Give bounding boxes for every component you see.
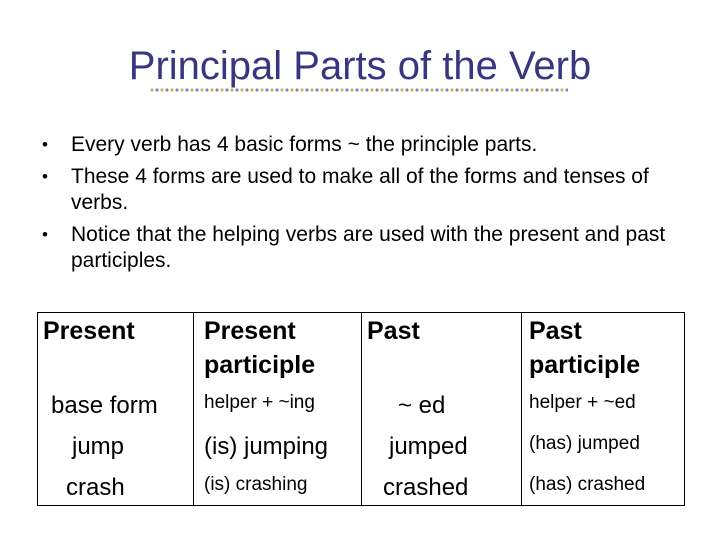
divider-dot xyxy=(150,88,153,91)
divider-dot xyxy=(495,88,498,91)
divider-dot xyxy=(160,88,163,91)
table-cell: base form xyxy=(51,392,158,419)
header-present-participle-line1: Present xyxy=(204,317,296,345)
divider-dot xyxy=(265,88,268,91)
divider-dot xyxy=(415,88,418,91)
divider-dot xyxy=(350,88,353,91)
divider-dot xyxy=(240,88,243,91)
divider-dot xyxy=(305,88,308,91)
divider-dot xyxy=(430,88,433,91)
bullet-icon: • xyxy=(42,225,48,244)
divider-dot xyxy=(385,88,388,91)
divider-dot xyxy=(510,88,513,91)
divider-dot xyxy=(230,88,233,91)
bullet-list xyxy=(40,132,680,280)
bullet-item xyxy=(40,222,680,274)
column-divider xyxy=(193,312,194,506)
divider-dot xyxy=(310,88,313,91)
divider-dot xyxy=(380,88,383,91)
divider-dot xyxy=(470,88,473,91)
divider-dot xyxy=(340,88,343,91)
divider-dot xyxy=(370,88,373,91)
table-cell: helper + ~ed xyxy=(529,392,636,413)
divider-dot xyxy=(210,88,213,91)
divider-dot xyxy=(395,88,398,91)
divider-dot xyxy=(290,88,293,91)
divider-dot xyxy=(365,88,368,91)
table-cell: (has) crashed xyxy=(529,474,646,495)
divider-dot xyxy=(465,88,468,91)
divider-dot xyxy=(390,88,393,91)
divider-dot xyxy=(540,88,543,91)
dotted-divider xyxy=(150,87,568,93)
table-cell: jump xyxy=(72,433,125,460)
divider-dot xyxy=(515,88,518,91)
slide-title: Principal Parts of the Verb xyxy=(128,44,592,88)
divider-dot xyxy=(475,88,478,91)
divider-dot xyxy=(285,88,288,91)
divider-dot xyxy=(320,88,323,91)
divider-dot xyxy=(330,88,333,91)
divider-dot xyxy=(190,88,193,91)
divider-dot xyxy=(440,88,443,91)
table-cell: crash xyxy=(66,474,125,501)
divider-dot xyxy=(555,88,558,91)
header-past: Past xyxy=(367,317,420,345)
divider-dot xyxy=(275,88,278,91)
divider-dot xyxy=(185,88,188,91)
divider-dot xyxy=(260,88,263,91)
header-present-participle xyxy=(204,314,315,382)
divider-dot xyxy=(375,88,378,91)
bullet-text: Notice that the helping verbs are used with the present and past participles. xyxy=(71,223,666,272)
divider-dot xyxy=(300,88,303,91)
table-cell: (is) crashing xyxy=(204,474,308,495)
divider-dot xyxy=(525,88,528,91)
divider-dot xyxy=(295,88,298,91)
divider-dot xyxy=(180,88,183,91)
divider-dot xyxy=(520,88,523,91)
divider-dot xyxy=(410,88,413,91)
divider-dot xyxy=(255,88,258,91)
divider-dot xyxy=(485,88,488,91)
divider-dot xyxy=(560,88,563,91)
divider-dot xyxy=(165,88,168,91)
bullet-item xyxy=(40,164,680,216)
divider-dot xyxy=(450,88,453,91)
divider-dot xyxy=(480,88,483,91)
divider-dot xyxy=(220,88,223,91)
divider-dot xyxy=(205,88,208,91)
divider-dot xyxy=(280,88,283,91)
table-cell: crashed xyxy=(383,474,469,501)
divider-dot xyxy=(235,88,238,91)
divider-dot xyxy=(530,88,533,91)
principal-parts-table xyxy=(37,312,685,506)
divider-dot xyxy=(215,88,218,91)
divider-dot xyxy=(245,88,248,91)
divider-dot xyxy=(565,88,568,91)
divider-dot xyxy=(360,88,363,91)
table-cell: helper + ~ing xyxy=(204,392,315,413)
divider-dot xyxy=(545,88,548,91)
divider-dot xyxy=(170,88,173,91)
divider-dot xyxy=(325,88,328,91)
divider-dot xyxy=(195,88,198,91)
divider-dot xyxy=(490,88,493,91)
divider-dot xyxy=(250,88,253,91)
divider-dot xyxy=(420,88,423,91)
table-cell: (has) jumped xyxy=(529,433,640,454)
header-present-participle-line2: participle xyxy=(204,351,316,379)
divider-dot xyxy=(455,88,458,91)
divider-dot xyxy=(335,88,338,91)
bullet-icon: • xyxy=(42,135,48,154)
divider-dot xyxy=(355,88,358,91)
table-cell: ~ ed xyxy=(398,392,446,419)
header-past-participle-line1: Past xyxy=(529,317,582,345)
bullet-item xyxy=(40,132,680,158)
divider-dot xyxy=(315,88,318,91)
divider-dot xyxy=(270,88,273,91)
divider-dot xyxy=(345,88,348,91)
divider-dot xyxy=(425,88,428,91)
divider-dot xyxy=(505,88,508,91)
bullet-text: These 4 forms are used to make all of the forms and tenses of verbs. xyxy=(71,165,649,214)
table-cell: jumped xyxy=(389,433,468,460)
divider-dot xyxy=(460,88,463,91)
divider-dot xyxy=(400,88,403,91)
divider-dot xyxy=(175,88,178,91)
divider-dot xyxy=(155,88,158,91)
divider-dot xyxy=(535,88,538,91)
header-past-participle xyxy=(529,314,640,382)
divider-dot xyxy=(405,88,408,91)
header-present: Present xyxy=(43,317,135,345)
divider-dot xyxy=(445,88,448,91)
divider-dot xyxy=(550,88,553,91)
divider-dot xyxy=(500,88,503,91)
bullet-text: Every verb has 4 basic forms ~ the principle parts. xyxy=(71,133,538,156)
divider-dot xyxy=(225,88,228,91)
column-divider xyxy=(361,312,362,506)
divider-dot xyxy=(435,88,438,91)
column-divider xyxy=(521,312,522,506)
header-past-participle-line2: participle xyxy=(529,351,641,379)
bullet-icon: • xyxy=(42,167,48,186)
table-cell: (is) jumping xyxy=(204,433,329,460)
divider-dot xyxy=(200,88,203,91)
